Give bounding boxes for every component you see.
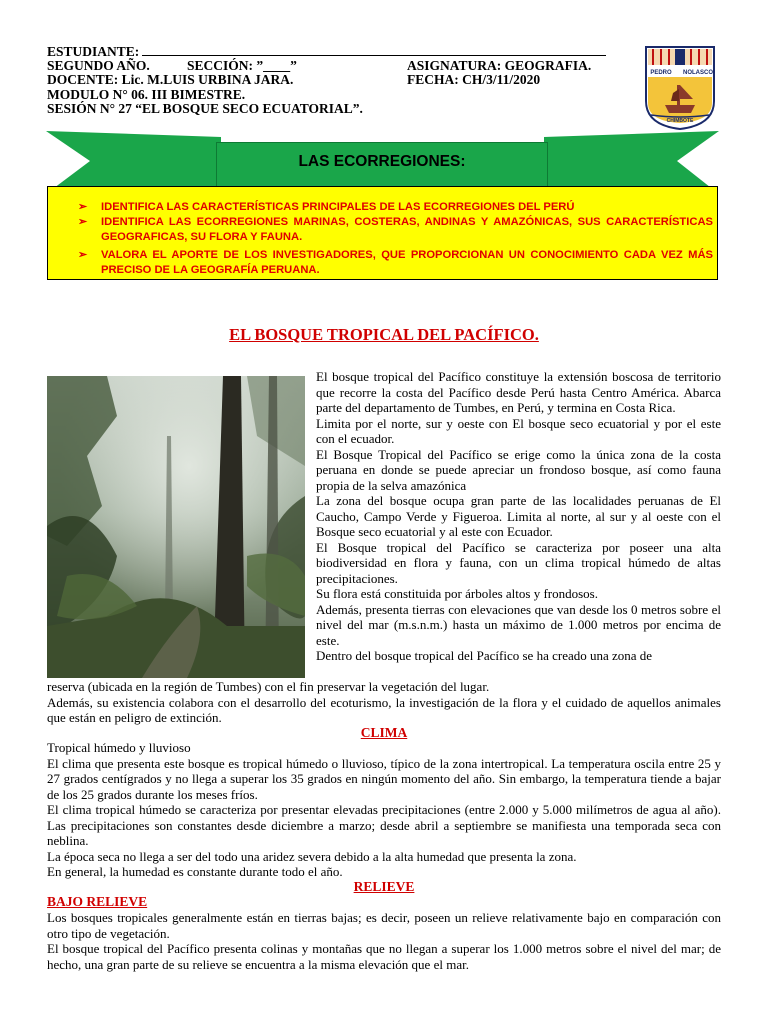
- arrow-bullet-icon: ➢: [78, 216, 88, 228]
- intro-paragraph: Su flora está constituida por árboles altos y frondosos.: [316, 586, 598, 601]
- clima-paragraph: Tropical húmedo y lluvioso: [47, 740, 191, 755]
- intro-paragraph: reserva (ubicada en la región de Tumbes) con el fin preservar la vegetación del lugar.: [47, 679, 490, 694]
- intro-paragraph: Limita por el norte, sur y oeste con El bosque seco ecuatorial y por el este con el ecuador.: [316, 415, 721, 446]
- banner-title-text: LAS ECORREGIONES:: [298, 153, 466, 170]
- clima-paragraph: El clima que presenta este bosque es tropical húmedo o lluvioso, típico de la zona intertropical. La temperatura oscila entre 25 y 27 grados centígrados y no llega a superar los 35 grados en ningún momento del año. Sin embargo, la temperatura tiende a bajar de los 25 grados durante los meses fríos.: [47, 755, 721, 802]
- objective-item: ➢ IDENTIFICA LAS ECORREGIONES MARINAS, COSTERAS, ANDINAS Y AMAZÓNICAS, SUS CARACTERÍSTICAS GEOGRAFICAS, SU FLORA Y FAUNA.: [78, 216, 713, 243]
- intro-text-column: [316, 369, 721, 664]
- intro-paragraph: Dentro del bosque tropical del Pacífico se ha creado una zona de: [316, 648, 653, 663]
- arrow-bullet-icon: ➢: [78, 201, 88, 213]
- relieve-heading: RELIEVE: [353, 879, 415, 894]
- student-name-line: [142, 44, 606, 56]
- intro-paragraph: El bosque tropical del Pacífico constituye la extensión boscosa de territorio que recorre la costa del Pacífico desde Perú hasta Centro América. Abarca parte del departamento de Tumbes, en Perú, y termina en Costa Rica.: [316, 369, 721, 415]
- subject-label: ASIGNATURA: GEOGRAFIA.: [407, 57, 592, 73]
- clima-heading: CLIMA: [360, 725, 408, 740]
- arrow-bullet-icon: ➢: [78, 249, 88, 261]
- relieve-paragraph: El bosque tropical del Pacífico presenta colinas y montañas que no llegan a superar los 1.000 metros sobre el nivel del mar; de hecho, una gran parte de su relieve se encuentra a la misma elevación que el mar.: [47, 941, 721, 972]
- worksheet-header: [47, 44, 637, 117]
- relieve-section: [47, 910, 721, 972]
- module-label: MODULO N° 06. III BIMESTRE.: [47, 86, 246, 102]
- session-label: SESIÓN N° 27 “EL BOSQUE SECO ECUATORIAL”.: [47, 101, 363, 116]
- clima-paragraph: La época seca no llega a ser del todo una aridez severa debido a la alta humedad que presenta la zona.: [47, 848, 577, 864]
- intro-continuation: [47, 679, 721, 726]
- relieve-paragraph: Los bosques tropicales generalmente están en tierras bajas; es decir, poseen un relieve relativamente bajo en comparación con otro tipo de vegetación.: [47, 910, 721, 941]
- intro-paragraph: La zona del bosque ocupa gran parte de las localidades peruanas de El Caucho, Campo Verde y Figueroa. Limita al norte, al sur y al oeste con el Bosque seco ecuatorial y al este con Ecuador.: [316, 493, 721, 539]
- section-label: SECCIÓN: ”____”: [187, 57, 297, 73]
- forest-photo: [47, 376, 305, 678]
- intro-paragraph: Además, su existencia colabora con el desarrollo del ecoturismo, la investigación de la flora y el cuidado de aquellos animales que están en peligro de extinción.: [47, 694, 721, 725]
- date-label: FECHA: CH/3/11/2020: [407, 72, 541, 87]
- clima-paragraph: El clima tropical húmedo se caracteriza por presentar elevadas precipitaciones (entre 2.000 y 5.000 milímetros de agua al año). Las precipitaciones son constantes desde diciembre a marzo; desde abril a septiembre se manifiesta una temporada seca con neblina.: [47, 802, 721, 848]
- intro-paragraph: El Bosque Tropical del Pacífico se erige como la única zona de la costa peruana en donde se puede apreciar un frondoso bosque, así como fauna propia de la selva amazónica: [316, 446, 721, 493]
- objective-item: ➢ IDENTIFICA LAS CARACTERÍSTICAS PRINCIPALES DE LAS ECORREGIONES DEL PERÚ: [78, 201, 575, 213]
- clima-section: [47, 740, 721, 880]
- grade-label: SEGUNDO AÑO.: [47, 57, 150, 73]
- student-label: ESTUDIANTE:: [47, 44, 140, 59]
- clima-paragraph: En general, la humedad es constante durante todo el año.: [47, 864, 343, 879]
- logo-text-left: PEDRO: [650, 70, 672, 76]
- main-title: EL BOSQUE TROPICAL DEL PACÍFICO.: [229, 325, 539, 344]
- logo-text-bottom: CHIMBOTE: [666, 118, 694, 124]
- school-crest-logo: [643, 43, 717, 131]
- objective-item: ➢ VALORA EL APORTE DE LOS INVESTIGADORES, QUE PROPORCIONAN UN CONOCIMIENTO CADA VEZ MÁS PRECISO DE LA GEOGRAFÍA PERUANA.: [78, 249, 713, 276]
- bajo-relieve-subheading: BAJO RELIEVE: [47, 894, 148, 909]
- logo-text-right: NOLASCO: [683, 70, 713, 76]
- intro-paragraph: El Bosque tropical del Pacífico se caracteriza por poseer una alta biodiversidad en flora y fauna, con un clima tropical húmedo de altas precipitaciones.: [316, 539, 721, 586]
- intro-paragraph: Además, presenta tierras con elevaciones que van desde los 0 metros sobre el nivel del mar (m.s.n.m.) hasta un máximo de 1.000 metros por encima de este.: [316, 601, 721, 648]
- teacher-label: DOCENTE: Lic. M.LUIS URBINA JARA.: [47, 72, 294, 87]
